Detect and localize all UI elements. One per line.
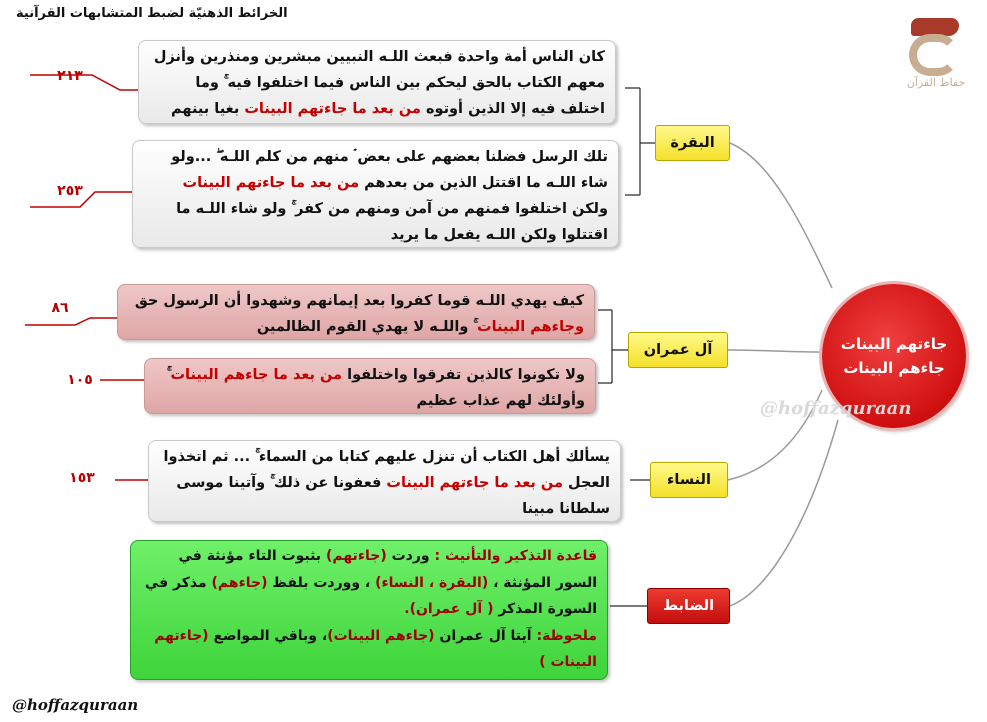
verse-number-213: ٢١٣ (57, 68, 83, 84)
branch-label-rule[interactable]: الضابط (647, 588, 730, 624)
branch-label-al-imran[interactable]: آل عمران (628, 332, 728, 368)
rule-heading: قاعدة التذكير والتأنيث : (434, 548, 597, 564)
bracket-baqarah (625, 88, 655, 195)
footer-handle: @hoffazquraan (12, 696, 139, 714)
verse-card-213: كان الناس أمة واحدة فبعث اللـه النبيين مبشرين ومنذرين وأنزل معهم الكتاب بالحق ليحكم بين الناس فيما اختلفوا فيه ۚ وما اختلف فيه إلا الذين أوتوه من بعد ما جاءتهم البينات بغيا بينهم (138, 40, 616, 124)
link-center-imran (728, 350, 822, 352)
verse-highlight: وجاءهم البينات (477, 319, 584, 335)
verse-number-105: ١٠٥ (67, 372, 93, 388)
verse-card-253: تلك الرسل فضلنا بعضهم على بعض ۘ منهم من كلم اللـه ۖ ...ولو شاء اللـه ما اقتتل الذين من بعدهم من بعد ما جاءتهم البينات ولكن اختلفوا فمنهم من آمن ومنهم من كفر ۚ ولو شاء اللـه ما اقتتلوا ولكن اللـه يفعل ما يريد (132, 140, 619, 248)
central-node-line1: جاءتهم البينات (840, 335, 948, 353)
rule-note-heading: ملحوظة: (536, 627, 597, 644)
verse-number-86: ٨٦ (51, 300, 69, 316)
verse-number-153: ١٥٣ (69, 470, 95, 486)
watermark: @hoffazquraan (760, 398, 912, 419)
logo (905, 14, 967, 94)
logo-mark-ring (909, 34, 959, 76)
verse-number-253: ٢٥٣ (57, 183, 83, 199)
logo-text: حفاظ القرآن (906, 76, 966, 89)
verse-highlight: من بعد ما جاءهم البينات (170, 367, 343, 383)
bracket-imran (598, 310, 628, 383)
verse-card-86: كيف يهدي اللـه قوما كفروا بعد إيمانهم وشهدوا أن الرسول حق وجاءهم البينات ۚ واللـه لا يهدي القوم الظالمين (117, 284, 595, 340)
verse-card-153: يسألك أهل الكتاب أن تنزل عليهم كتابا من السماء ۚ ... ثم اتخذوا العجل من بعد ما جاءتهم البينات فعفونا عن ذلك ۚ وآتينا موسى سلطانا مبينا (148, 440, 621, 522)
verse-highlight: من بعد ما جاءتهم البينات (182, 175, 360, 191)
verse-highlight: من بعد ما جاءتهم البينات (244, 101, 421, 117)
central-node-line2: جاءهم البينات (843, 359, 945, 377)
verse-link-86 (25, 318, 120, 325)
verse-highlight: من بعد ما جاءتهم البينات (386, 475, 563, 491)
branch-label-baqarah[interactable]: البقرة (655, 125, 730, 161)
branch-label-nisa[interactable]: النساء (650, 462, 728, 498)
verse-card-105: ولا تكونوا كالذين تفرقوا واختلفوا من بعد ما جاءهم البينات ۚ وأولئك لهم عذاب عظيم (144, 358, 596, 414)
rule-card: قاعدة التذكير والتأنيث : وردت (جاءتهم) بثبوت التاء مؤنثة في السور المؤنثة ، (البقرة ، النساء) ، ووردت بلفظ (جاءهم) مذكر في السورة المذكر ( آل عمران). ملحوظة: آيتا آل عمران (جاءهم البينات)، وباقي المواضع (جاءتهم البينات ) (130, 540, 608, 680)
page-header-title: الخرائط الذهنيّة لضبط المتشابهات القرآنية (16, 6, 288, 21)
link-center-baqarah (730, 143, 832, 288)
